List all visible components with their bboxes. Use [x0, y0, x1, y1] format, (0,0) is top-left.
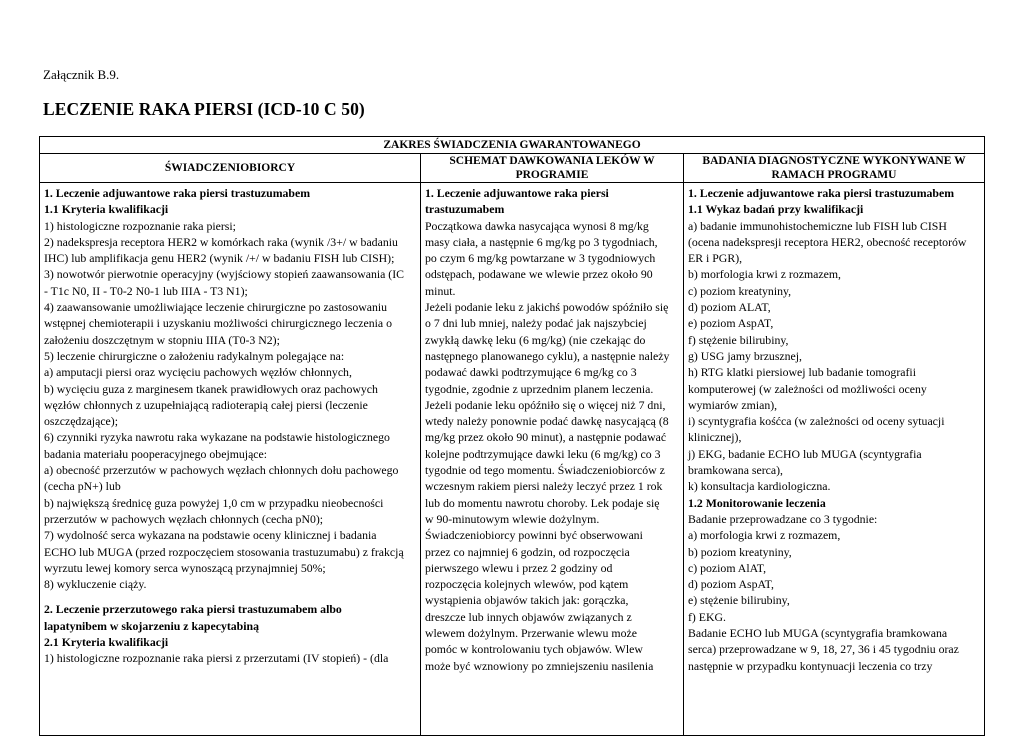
header-dosing-line1: SCHEMAT DAWKOWANIA LEKÓW W — [449, 154, 655, 167]
text-line: 2. Leczenie przerzutowego raka piersi trastuzumabem albo — [44, 602, 342, 617]
text-line: 4) zaawansowanie umożliwiające leczenie chirurgiczne po zastosowaniu — [44, 300, 388, 315]
text-line: serca) przeprowadzane w 9, 18, 27, 36 i 45 tygodniu oraz — [688, 642, 959, 657]
text-line: wczesnym rakiem piersi należy leczyć przez 1 rok — [425, 479, 663, 494]
text-line: oszczędzające); — [44, 414, 118, 429]
text-line: b) największą średnicę guza powyżej 1,0 cm w przypadku nieobecności — [44, 495, 384, 510]
text-line: badania materiału pooperacyjnego obejmujące: — [44, 446, 268, 461]
column-dosing-body — [421, 183, 683, 674]
text-line: komputerowej (w zależności od możliwości oceny — [688, 381, 927, 396]
header-beneficiaries-label: ŚWIADCZENIOBIORCY — [164, 161, 296, 174]
text-line: 6) czynniki ryzyka nawrotu raka wykazane na podstawie histologicznego — [44, 430, 390, 445]
text-line: Jeżeli podanie leku opóźniło się o więcej niż 7 dni, — [425, 397, 666, 412]
text-line: a) morfologia krwi z rozmazem, — [688, 528, 841, 543]
text-line: e) stężenie bilirubiny, — [688, 593, 790, 608]
text-line: zwykłą dawkę leku (6 mg/kg) (nie czekając do — [425, 332, 646, 347]
text-line: węzłów chłonnych z uzupełniającą radioterapią całej piersi (leczenie — [44, 397, 368, 412]
text-line: może być wznowiony po zmniejszeniu nasilenia — [425, 658, 654, 673]
table-banner: ZAKRES ŚWIADCZENIA GWARANTOWANEGO — [40, 137, 984, 154]
column-dosing — [421, 153, 684, 735]
header-dosing-line2: PROGRAMIE — [515, 168, 589, 181]
text-line: d) poziom ALAT, — [688, 300, 771, 315]
text-line: rozpoczęcia kolejnych wlewów, pod kątem — [425, 577, 629, 592]
text-line: 1) histologiczne rozpoznanie raka piersi; — [44, 218, 236, 233]
text-line: Początkowa dawka nasycająca wynosi 8 mg/kg — [425, 218, 649, 233]
text-line: e) poziom AspAT, — [688, 316, 774, 331]
text-line: b) poziom kreatyniny, — [688, 544, 792, 559]
text-line: b) morfologia krwi z rozmazem, — [688, 267, 841, 282]
annex-label: Załącznik B.9. — [43, 67, 120, 82]
text-line: po czym 6 mg/kg powtarzane w 3 tygodniowych — [425, 251, 656, 266]
text-line: trastuzumabem — [425, 202, 505, 217]
text-line: wstępnej chemioterapii i uzyskaniu możliwości chirurgicznego leczenia o — [44, 316, 392, 331]
text-line: minut. — [425, 283, 456, 298]
text-line: k) konsultacja kardiologiczna. — [688, 479, 831, 494]
column-beneficiaries — [40, 153, 421, 735]
text-line: i) scyntygrafia kośćca (w zależności od oceny sytuacji — [688, 414, 945, 429]
text-line: IHC) lub amplifikacja genu HER2 (wynik /+/ w badaniu FISH lub CISH); — [44, 251, 395, 266]
paragraph-gap — [44, 592, 416, 601]
text-line: wlewem dożylnym. Przerwanie wlewu może — [425, 626, 637, 641]
text-line: (cecha pN+) lub — [44, 479, 121, 494]
column-diagnostics — [684, 153, 984, 735]
text-line: Jeżeli podanie leku z jakichś powodów spóźniło się — [425, 300, 669, 315]
text-line: wystąpienia objawów takich jak: gorączka, — [425, 593, 629, 608]
text-line: pierwszego wlewu i przez 2 godziny od — [425, 560, 613, 575]
text-line: c) poziom AlAT, — [688, 560, 767, 575]
text-line: 1.1 Wykaz badań przy kwalifikacji — [688, 202, 864, 217]
text-line: b) wycięciu guza z marginesem tkanek prawidłowych oraz pachowych — [44, 381, 378, 396]
text-line: 2) nadekspresja receptora HER2 w komórkach raka (wynik /3+/ w badaniu — [44, 234, 398, 249]
text-line: h) RTG klatki piersiowej lub badanie tomografii — [688, 365, 916, 380]
header-diagnostics — [684, 153, 984, 183]
text-line: 1.1 Kryteria kwalifikacji — [44, 202, 169, 217]
text-line: tygodnie, zgodnie z uprzednim planem leczenia. — [425, 381, 654, 396]
text-line: ECHO lub MUGA (przed rozpoczęciem stosowania trastuzumabu) z frakcją — [44, 544, 404, 559]
text-line: wymiarów zmian), — [688, 397, 778, 412]
text-line: 8) wykluczenie ciąży. — [44, 577, 147, 592]
text-line: masy ciała, a następnie 6 mg/kg po 3 tygodniach, — [425, 234, 658, 249]
text-line: założeniu doszczętnym w stopniu IIIA (T0-3 N2); — [44, 332, 280, 347]
text-line: 1) histologiczne rozpoznanie raka piersi z przerzutami (IV stopień) - (dla — [44, 651, 389, 666]
column-diagnostics-body — [684, 183, 984, 674]
text-line: kolejne podtrzymujące dawki leku (6 mg/kg) co 3 — [425, 446, 661, 461]
text-line: następnie w przypadku kontynuacji leczenia co trzy — [688, 658, 933, 673]
header-dosing — [421, 153, 683, 183]
text-line: o 7 dni lub mniej, należy podać jak najszybciej — [425, 316, 647, 331]
text-line: wyrzutu lewej komory serca wynoszącą przynajmniej 50%; — [44, 560, 326, 575]
text-line: przerzutów w pachowych węzłach chłonnych (cecha pN0); — [44, 511, 324, 526]
header-beneficiaries — [40, 153, 420, 183]
text-line: Świadczeniobiorcy powinni być obserwowani — [425, 528, 643, 543]
text-line: 2.1 Kryteria kwalifikacji — [44, 635, 169, 650]
header-diagnostics-line2: RAMACH PROGRAMU — [771, 168, 897, 181]
text-line: Badanie przeprowadzane co 3 tygodnie: — [688, 511, 878, 526]
text-line: a) badanie immunohistochemiczne lub FISH lub CISH — [688, 218, 947, 233]
text-line: 3) nowotwór pierwotnie operacyjny (wyjściowy stopień zaawansowania (IC — [44, 267, 405, 282]
text-line: d) poziom AspAT, — [688, 577, 774, 592]
text-line: 1. Leczenie adjuwantowe raka piersi — [425, 186, 609, 200]
text-line: klinicznej), — [688, 430, 742, 445]
text-line: 1. Leczenie adjuwantowe raka piersi trastuzumabem — [44, 186, 311, 200]
text-line: Badanie ECHO lub MUGA (scyntygrafia bramkowana — [688, 626, 948, 641]
text-line: bramkowana serca), — [688, 463, 783, 478]
text-line: pomóc w kontrolowaniu tych objawów. Wlew — [425, 642, 643, 657]
text-line: podawać dawki podtrzymujące 6 mg/kg co 3 — [425, 365, 637, 380]
text-line: j) EKG, badanie ECHO lub MUGA (scyntygrafia — [688, 446, 922, 461]
text-line: 1. Leczenie adjuwantowe raka piersi trastuzumabem — [688, 186, 955, 200]
text-line: f) EKG. — [688, 609, 727, 624]
text-line: 7) wydolność serca wykazana na podstawie oceny klinicznej i badania — [44, 528, 377, 543]
text-line: odstępach, podawane we wlewie przez około 90 — [425, 267, 653, 282]
text-line: tygodnie od tego momentu. Świadczeniobiorców z — [425, 463, 665, 478]
text-line: w 90-minutowym wlewie dożylnym. — [425, 511, 600, 526]
text-line: - T1c N0, II - T0-2 N0-1 lub IIIA - T3 N1); — [44, 283, 248, 298]
text-line: 5) leczenie chirurgiczne o założeniu radykalnym polegające na: — [44, 348, 345, 363]
text-line: 1.2 Monitorowanie leczenia — [688, 495, 826, 510]
text-line: f) stężenie bilirubiny, — [688, 332, 789, 347]
text-line: przez co najmniej 6 godzin, od rozpoczęcia — [425, 544, 630, 559]
text-line: g) USG jamy brzusznej, — [688, 348, 803, 363]
text-line: c) poziom kreatyniny, — [688, 283, 792, 298]
text-line: (ocena nadekspresji receptora HER2, obecność receptorów — [688, 234, 967, 249]
column-beneficiaries-body — [40, 183, 420, 667]
text-line: a) amputacji piersi oraz wycięciu pachowych węzłów chłonnych, — [44, 365, 352, 380]
text-line: a) obecność przerzutów w pachowych węzłach chłonnych dołu pachowego — [44, 463, 399, 478]
text-line: lub do momentu nawrotu choroby. Lek podaje się — [425, 495, 660, 510]
text-line: wtedy należy ponownie podać dawkę nasycającą (8 — [425, 414, 669, 429]
text-line: ER i PGR), — [688, 251, 743, 266]
text-line: mg/kg przez około 90 minut), a następnie podawać — [425, 430, 667, 445]
header-diagnostics-line1: BADANIA DIAGNOSTYCZNE WYKONYWANE W — [702, 154, 966, 167]
text-line: lapatynibem w skojarzeniu z kapecytabiną — [44, 618, 259, 633]
program-table — [39, 136, 985, 736]
text-line: następnego planowanego cyklu), a następnie należy — [425, 348, 670, 363]
page-title: LECZENIE RAKA PIERSI (ICD-10 C 50) — [43, 99, 365, 119]
text-line: dreszcze lub innych objawów związanych z — [425, 609, 632, 624]
